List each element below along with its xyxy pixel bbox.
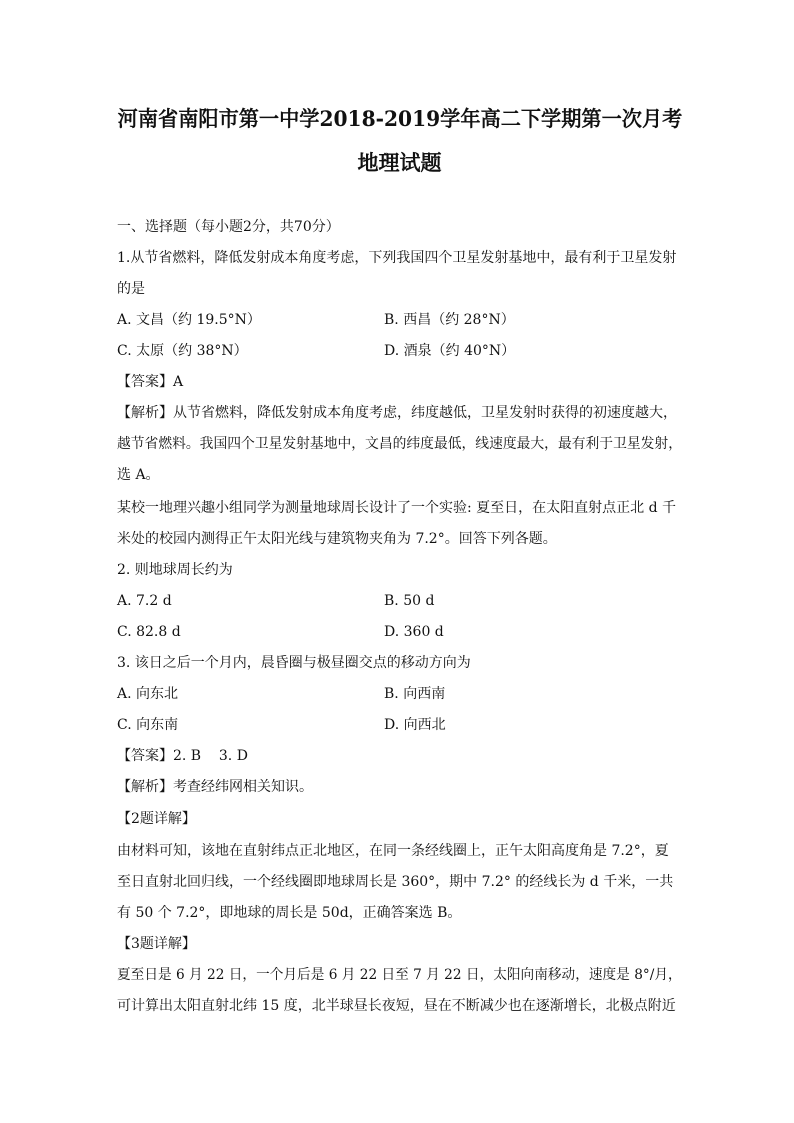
document-subtitle: 地理试题 [357,150,442,175]
q2-detail-line1: 由材料可知，该地在直射纬点正北地区，在同一条经线圈上，正午太阳高度角是 7.2°，夏 [117,843,669,859]
q1-analysis-line2: 越节省燃料。我国四个卫星发射基地中，文昌的纬度最低，线速度最大，最有利于卫星发射， [117,436,682,452]
q1-option-c: C. 太原（约 38°N） [117,343,248,359]
section-heading: 一、选择题（每小题2分，共70分） [117,219,340,235]
q2-q3-answer: 【答案】2. B 3. D [117,748,248,764]
material-line2: 米处的校园内测得正午太阳光线与建筑物夹角为 7.2°。回答下列各题。 [117,531,557,547]
q2-option-c: C. 82.8 d [117,624,181,640]
q2-option-b: B. 50 d [384,593,435,609]
q1-analysis-line1: 【解析】从节省燃料，降低发射成本角度考虑，纬度越低，卫星发射时获得的初速度越大， [117,405,677,421]
q1-answer: 【答案】A [117,374,184,390]
q2-stem: 2. 则地球周长约为 [117,562,233,578]
q1-option-d: D. 酒泉（约 40°N） [384,343,516,359]
q3-option-b: B. 向西南 [384,686,446,702]
q3-stem: 3. 该日之后一个月内，晨昏圈与极昼圈交点的移动方向为 [117,655,471,671]
document-title: 河南省南阳市第一中学2018-2019学年高二下学期第一次月考 [117,106,682,131]
q3-option-c: C. 向东南 [117,717,179,733]
q1-option-a: A. 文昌（约 19.5°N） [117,312,261,328]
q3-option-a: A. 向东北 [117,686,179,702]
q1-analysis-line3: 选 A。 [117,467,160,483]
material-line1: 某校一地理兴趣小组同学为测量地球周长设计了一个实验: 夏至日，在太阳直射点正北 d 千 [117,500,677,516]
q1-stem-line2: 的是 [117,281,145,297]
q1-option-b: B. 西昌（约 28°N） [384,312,515,328]
q2-q3-analysis: 【解析】考查经纬网相关知识。 [117,779,313,795]
q2-detail-heading: 【2题详解】 [117,811,196,827]
q2-detail-line2: 至日直射北回归线，一个经线圈即地球周长是 360°，期中 7.2° 的经线长为 d 千米，一共 [117,874,674,890]
q3-detail-line1: 夏至日是 6 月 22 日，一个月后是 6 月 22 日至 7 月 22 日，太阳向南移动，速度是 8°/月， [117,967,682,983]
q2-option-a: A. 7.2 d [117,593,172,609]
q3-detail-line2: 可计算出太阳直射北纬 15 度，北半球昼长夜短，昼在不断减少也在逐渐增长，北极点附近 [117,998,676,1014]
q2-detail-line3: 有 50 个 7.2°，即地球的周长是 50d，正确答案选 B。 [117,905,462,921]
q3-detail-heading: 【3题详解】 [117,936,196,952]
q1-stem-line1: 1.从节省燃料，降低发射成本角度考虑，下列我国四个卫星发射基地中，最有利于卫星发射 [117,250,677,266]
q2-option-d: D. 360 d [384,624,444,640]
q3-option-d: D. 向西北 [384,717,446,733]
